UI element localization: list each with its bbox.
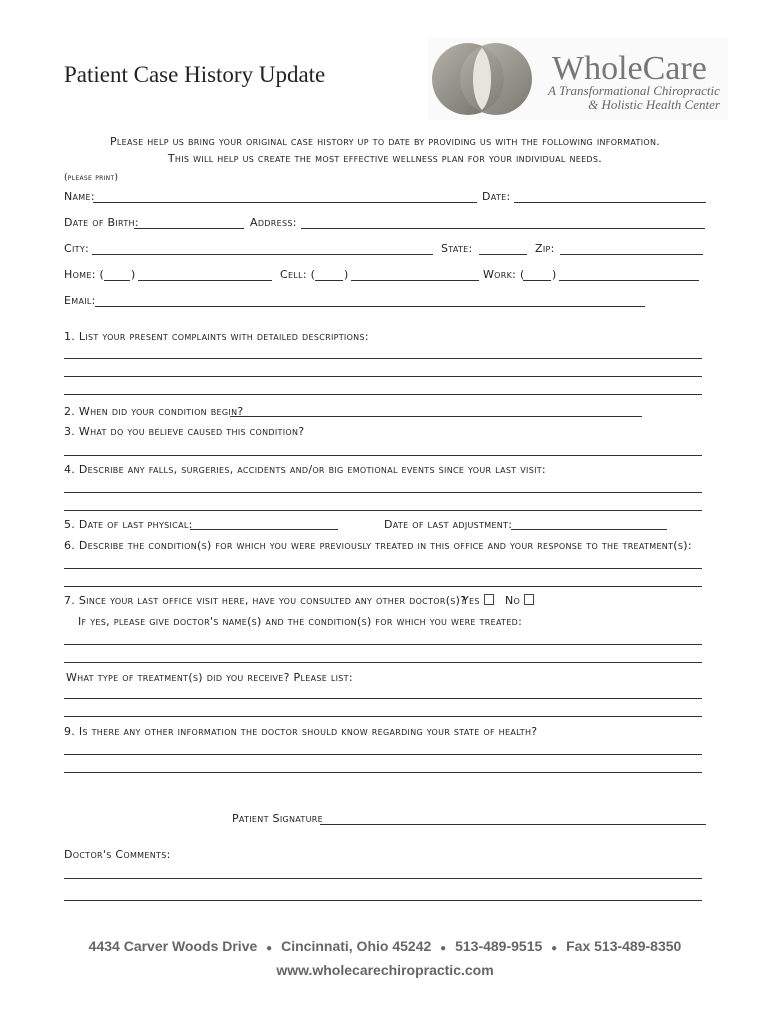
home-phone-label: Home: ( xyxy=(64,268,105,281)
yes-checkbox[interactable] xyxy=(484,594,494,605)
home-paren-close: ) xyxy=(131,268,136,281)
question-7: 7. Since your last office visit here, have you consulted any other doctor(s)? xyxy=(64,594,467,607)
q6-answer-line-1[interactable] xyxy=(64,568,702,569)
logo-name: WholeCare xyxy=(552,50,707,87)
footer-contact xyxy=(0,938,770,954)
q8-answer-line-2[interactable] xyxy=(64,716,702,717)
q6-answer-line-2[interactable] xyxy=(64,586,702,587)
page-title: Patient Case History Update xyxy=(64,62,326,87)
work-phone-label: Work: ( xyxy=(483,268,525,281)
date-label: Date: xyxy=(482,190,511,203)
yes-option[interactable] xyxy=(462,594,494,607)
q1-answer-line-2[interactable] xyxy=(64,376,702,377)
home-phone-field[interactable] xyxy=(138,280,272,281)
bullet-icon: ● xyxy=(440,943,447,954)
q8-answer-line-1[interactable] xyxy=(64,698,702,699)
q4-answer-line-2[interactable] xyxy=(64,510,702,511)
name-field[interactable] xyxy=(93,202,477,203)
cell-area-code-field[interactable] xyxy=(315,280,343,281)
last-adjustment-label: Date of last adjustment: xyxy=(384,518,513,531)
email-field[interactable] xyxy=(95,306,645,307)
zip-field[interactable] xyxy=(560,254,703,255)
q4-answer-line-1[interactable] xyxy=(64,492,702,493)
comments-line-2[interactable] xyxy=(64,900,702,901)
dob-field[interactable] xyxy=(134,228,244,229)
question-8: What type of treatment(s) did you receive? Please list: xyxy=(66,671,353,684)
question-4: 4. Describe any falls, surgeries, accidents and/or big emotional events since your last visit: xyxy=(64,463,546,476)
state-label: State: xyxy=(441,242,473,255)
home-area-code-field[interactable] xyxy=(104,280,130,281)
address-label: Address: xyxy=(250,216,297,229)
no-label: No xyxy=(505,594,521,607)
q1-answer-line-1[interactable] xyxy=(64,358,702,359)
q1-answer-line-3[interactable] xyxy=(64,394,702,395)
bullet-icon: ● xyxy=(551,943,558,954)
work-phone-field[interactable] xyxy=(559,280,699,281)
logo-tagline-1: A Transformational Chiropractic xyxy=(548,83,720,98)
question-9: 9. Is there any other information the doctor should know regarding your state of health? xyxy=(64,725,538,738)
question-7b: If yes, please give doctor's name(s) and the condition(s) for which you were treated: xyxy=(78,615,523,628)
question-5: 5. Date of last physical: xyxy=(64,518,193,531)
footer-phone: 513-489-9515 xyxy=(455,938,543,954)
question-3: 3. What do you believe caused this condition? xyxy=(64,425,305,438)
email-label: Email: xyxy=(64,294,96,307)
intro-line-1: Please help us bring your original case history up to date by providing us with the following information. xyxy=(109,135,661,148)
logo-mark-icon xyxy=(430,38,540,120)
zip-label: Zip: xyxy=(535,242,555,255)
cell-paren-close: ) xyxy=(344,268,349,281)
no-option[interactable] xyxy=(505,594,534,607)
dob-label: Date of Birth: xyxy=(64,216,139,229)
city-label: City: xyxy=(64,242,90,255)
logo-tagline-2: & Holistic Health Center xyxy=(588,97,720,112)
work-paren-close: ) xyxy=(552,268,557,281)
city-field[interactable] xyxy=(92,254,433,255)
name-label: Name: xyxy=(64,190,95,203)
date-field[interactable] xyxy=(514,202,706,203)
bullet-icon: ● xyxy=(266,943,273,954)
patient-signature-label: Patient Signature xyxy=(232,812,323,825)
patient-signature-field[interactable] xyxy=(320,824,706,825)
q9-answer-line-2[interactable] xyxy=(64,772,702,773)
intro-line-2: This will help us create the most effective wellness plan for your individual needs. xyxy=(167,152,603,165)
cell-phone-label: Cell: ( xyxy=(280,268,316,281)
footer-address: 4434 Carver Woods Drive xyxy=(88,938,258,954)
please-print-note: (please print) xyxy=(64,173,119,183)
no-checkbox[interactable] xyxy=(524,594,534,605)
last-physical-field[interactable] xyxy=(190,529,338,530)
q3-answer-line-1[interactable] xyxy=(64,455,702,456)
logo-tagline xyxy=(548,84,720,112)
footer-website: www.wholecarechiropractic.com xyxy=(276,962,494,978)
footer-city: Cincinnati, Ohio 45242 xyxy=(281,938,432,954)
cell-phone-field[interactable] xyxy=(351,280,479,281)
address-field[interactable] xyxy=(301,228,705,229)
yes-label: Yes xyxy=(462,594,480,607)
q2-answer-field[interactable] xyxy=(230,416,642,417)
comments-line-1[interactable] xyxy=(64,878,702,879)
footer-fax: Fax 513-489-8350 xyxy=(566,938,682,954)
q9-answer-line-1[interactable] xyxy=(64,754,702,755)
state-field[interactable] xyxy=(479,254,527,255)
question-1: 1. List your present complaints with detailed descriptions: xyxy=(64,330,369,343)
question-6: 6. Describe the condition(s) for which you were previously treated in this office and your response to the treatment(s): xyxy=(64,539,692,552)
q7-answer-line-1[interactable] xyxy=(64,644,702,645)
last-adjustment-field[interactable] xyxy=(511,529,667,530)
doctors-comments-label: Doctor's Comments: xyxy=(64,848,171,861)
work-area-code-field[interactable] xyxy=(523,280,551,281)
question-2: 2. When did your condition begin? xyxy=(64,405,244,418)
q7-answer-line-2[interactable] xyxy=(64,662,702,663)
